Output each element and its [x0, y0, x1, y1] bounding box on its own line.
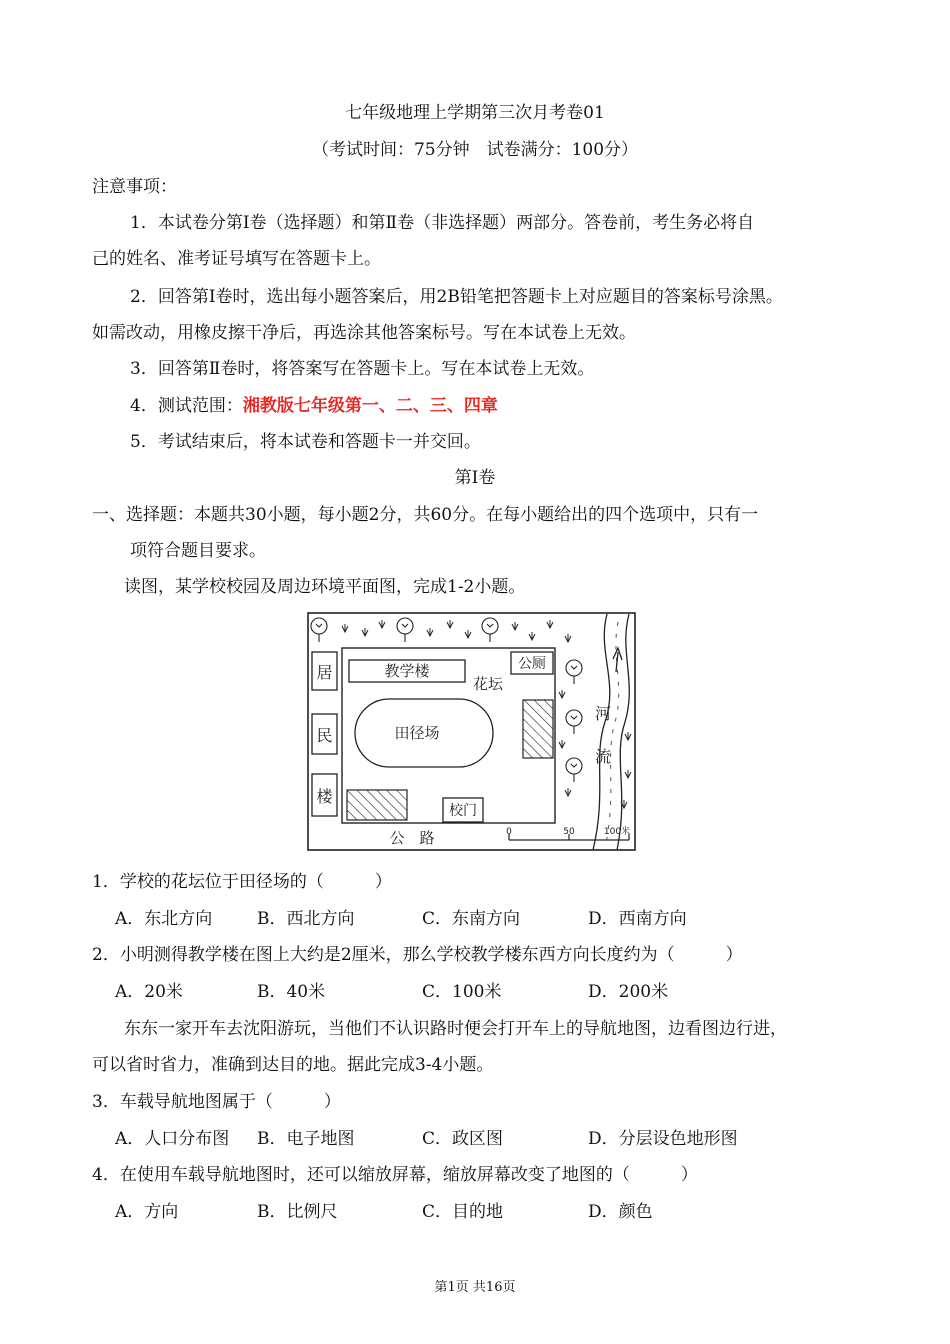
notice-item-2-line-1: 2．回答第Ⅰ卷时，选出每小题答案后，用2B铅笔把答题卡上对应题目的答案标号涂黑。 — [130, 287, 783, 307]
scale-label-100: 100米 — [603, 827, 631, 837]
passage-line-2: 可以省时省力，准确到达目的地。据此完成3-4小题。 — [92, 1055, 494, 1075]
notice-item-4-prefix: 4．测试范围： — [130, 396, 243, 416]
volume-title: 第Ⅰ卷 — [454, 468, 496, 488]
q3-option-c: C．政区图 — [422, 1129, 504, 1149]
notice-heading: 注意事项： — [92, 177, 177, 197]
question-1: 1．学校的花坛位于田径场的（ ） — [92, 872, 392, 892]
notice-item-4 — [130, 395, 498, 417]
road-label: 公 路 — [389, 829, 435, 847]
test-scope-highlight: 湘教版七年级第一、二、三、四章 — [242, 396, 498, 416]
scale-label-0: 0 — [506, 827, 512, 837]
flower-bed-hatched — [523, 700, 553, 758]
question-4: 4．在使用车载导航地图时，还可以缩放屏幕，缩放屏幕改变了地图的（ ） — [92, 1165, 698, 1185]
notice-item-1-line-2: 己的姓名、准考证号填写在答题卡上。 — [92, 249, 381, 269]
question-3: 3．车载导航地图属于（ ） — [92, 1092, 341, 1112]
q2-option-a: A．20米 — [115, 982, 183, 1002]
q3-option-a: A．人口分布图 — [115, 1129, 230, 1149]
q1-option-c: C．东南方向 — [422, 909, 521, 929]
scale-label-50: 50 — [563, 827, 575, 837]
part-one-instructions-line-1: 一、选择题：本题共30小题，每小题2分，共60分。在每小题给出的四个选项中，只有一 — [92, 505, 759, 525]
notice-item-5: 5．考试结束后，将本试卷和答题卡一并交回。 — [130, 432, 481, 452]
notice-item-1-line-1: 1．本试卷分第Ⅰ卷（选择题）和第Ⅱ卷（非选择题）两部分。答卷前，考生务必将自 — [130, 213, 755, 233]
question-2: 2．小明测得教学楼在图上大约是2厘米，那么学校教学楼东西方向长度约为（ ） — [92, 945, 743, 965]
teaching-building-label: 教学楼 — [384, 662, 430, 680]
river-label-1: 河 — [594, 704, 612, 723]
toilet-label: 公厕 — [518, 656, 546, 672]
figure-intro: 读图，某学校校园及周边环境平面图，完成1-2小题。 — [124, 577, 526, 597]
school-map-figure — [307, 612, 637, 852]
track-field-label: 田径场 — [394, 724, 440, 742]
exam-info: （考试时间：75分钟 试卷满分：100分） — [311, 140, 639, 160]
page-footer: 第1页 共16页 — [434, 1280, 516, 1295]
q2-option-d: D．200米 — [588, 982, 669, 1002]
notice-item-2-line-2: 如需改动，用橡皮擦干净后，再选涂其他答案标号。写在本试卷上无效。 — [92, 323, 636, 343]
residential-label-1: 居 — [316, 663, 333, 682]
q2-option-b: B．40米 — [257, 982, 326, 1002]
hatched-area-southwest — [347, 790, 407, 820]
q4-option-c: C．目的地 — [422, 1202, 504, 1222]
q4-option-a: A．方向 — [115, 1202, 179, 1222]
q4-option-b: B．比例尺 — [257, 1202, 338, 1222]
q2-option-c: C．100米 — [422, 982, 502, 1002]
part-one-instructions-line-2: 项符合题目要求。 — [130, 541, 266, 561]
q3-option-b: B．电子地图 — [257, 1129, 355, 1149]
q1-option-b: B．西北方向 — [257, 909, 355, 929]
page-title: 七年级地理上学期第三次月考卷01 — [345, 103, 605, 123]
passage-line-1: 东东一家开车去沈阳游玩，当他们不认识路时便会打开车上的导航地图，边看图边行进， — [124, 1019, 787, 1039]
flower-bed-label: 花坛 — [472, 675, 504, 693]
q3-option-d: D．分层设色地形图 — [588, 1129, 738, 1149]
river-label-2: 流 — [594, 747, 612, 766]
residential-label-3: 楼 — [316, 787, 333, 806]
notice-item-3: 3．回答第Ⅱ卷时，将答案写在答题卡上。写在本试卷上无效。 — [130, 359, 595, 379]
q1-option-a: A．东北方向 — [115, 909, 213, 929]
q4-option-d: D．颜色 — [588, 1202, 653, 1222]
residential-label-2: 民 — [316, 726, 333, 745]
school-gate-label: 校门 — [449, 803, 477, 819]
q1-option-d: D．西南方向 — [588, 909, 687, 929]
